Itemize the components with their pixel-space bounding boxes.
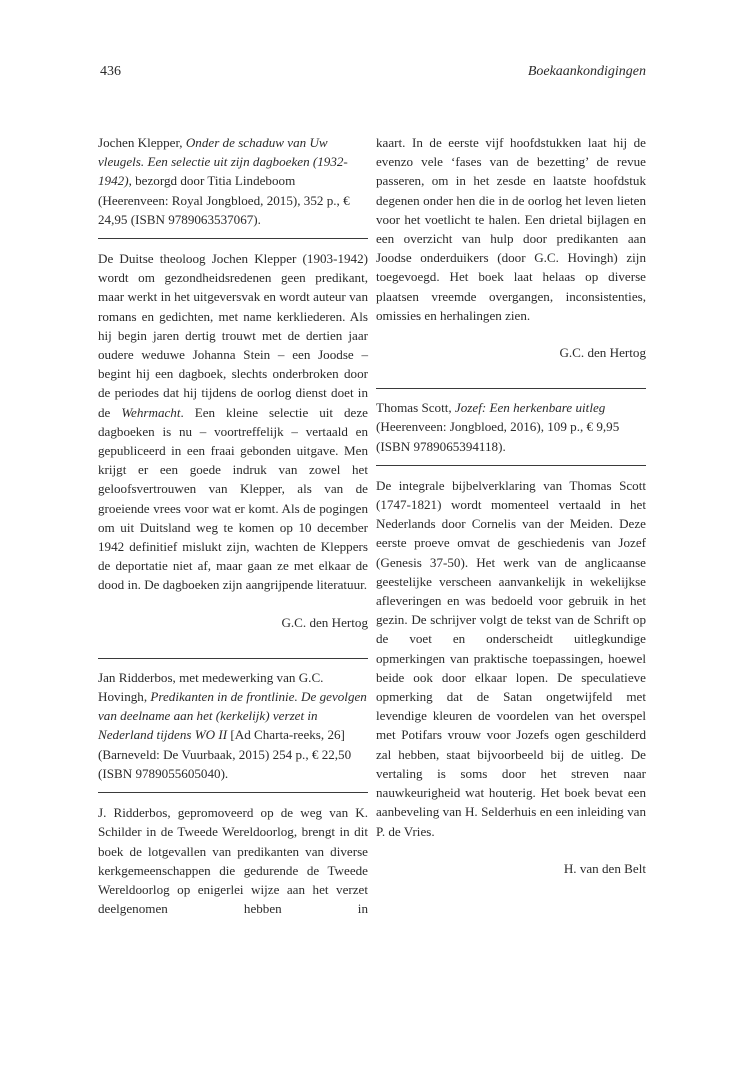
review-1-signature: G.C. den Hertog — [281, 614, 368, 630]
review-3-details: (Heerenveen: Jongbloed, 2016), 109 p., € 9,95 (ISBN 9789065394118). — [376, 419, 620, 454]
review-1-title: Onder de schaduw van Uw vleugels. Een selectie uit zijn dagboeken (1932-1942) — [98, 135, 348, 189]
divider — [98, 658, 368, 659]
review-3-title: Jozef: Een herkenbare uitleg — [454, 400, 606, 416]
left-column — [98, 133, 368, 918]
review-2-title: Predikanten in de frontlinie. De gevolgen van deelname aan het (kerkelijk) verzet in Nederland tijdens WO II — [98, 689, 367, 743]
review-3-author: Thomas Scott, — [376, 400, 455, 416]
review-2-body-left: J. Ridderbos, gepromoveerd op de weg van K. Schilder in de Tweede Wereldoorlog, brengt in dit boek de lotgevallen van predikanten van diverse kerkgemeenschappen die gedurende de Tweede Wereldoorlog op enigerlei wijze aan het verzet deelgenomen hebben in — [98, 805, 368, 917]
divider — [376, 388, 646, 389]
review-2-signature: G.C. den Hertog — [559, 345, 646, 361]
review-1-bibliography — [98, 133, 368, 229]
page-header — [100, 64, 646, 80]
review-2-body-right: kaart. In de eerste vijf hoofdstukken laat hij de evenzo vele ‘fases van de bezetting’ de revue passeren, om in het zesde en laatste hoofdstuk degenen onder hen die in de oorlog het leven lieten voor het voetlicht te halen. Een drietal bijlagen en een overzicht van hulp door predikanten aan Joodse onderduikers (door G.C. Hovingh) zijn toegevoegd. Het boek laat helaas op diverse plaatsen vreemde overgangen, inconsistenties, omissies en herhalingen zien. — [376, 135, 646, 323]
page-number: 436 — [100, 64, 121, 79]
review-1-body: De Duitse theoloog Jochen Klepper (1903-1942) wordt om gezondheidsredenen geen predikant, maar werkt in het uitgeversvak en wordt auteur van romans en gedichten, met name kerkliederen. Als hij begin jaren dertig trouwt met de dertien jaar oudere weduwe Johanna Stein – een Joodse – begint hij een dagboek, slechts onderbroken door de periodes dat hij tijdens de oorlog dienst doet in de Wehrmacht. Een kleine selectie uit deze dagboeken is nu – voortreffelijk – vertaald en gepubliceerd in een fraai gebonden uitgave. Men krijgt er een goede indruk van zowel het geloofsvertrouwen van Klepper, als van de groeiende vrees voor wat er komt. Als de pogingen om uit Duitsland weg te komen op 10 december 1942 definitief mislukt zijn, wachten de Kleppers de deportatie niet af, maar gaan ze met elkaar de dood in. De dagboeken zijn aangrijpende literatuur. — [98, 251, 368, 593]
review-3-bibliography — [376, 398, 646, 456]
divider — [98, 792, 368, 793]
review-1-author: Jochen Klepper, — [98, 135, 186, 150]
right-column — [376, 133, 646, 878]
review-1-body-italic: Wehrmacht — [121, 404, 181, 420]
running-title: Boekaankondigingen — [527, 64, 646, 79]
review-3-signature: H. van den Belt — [563, 860, 646, 876]
divider — [98, 238, 368, 239]
review-3-body: De integrale bijbelverklaring van Thomas Scott (1747-1821) wordt momenteel vertaald in het Nederlands door Cornelis van der Meiden. Deze eerste proeve omvat de geschiedenis van Jozef (Genesis 37-50). Het werk van de anglicaanse geestelijke verscheen aanvankelijk in wekelijkse afleveringen en was bedoeld voor gebruik in het gezin. De schrijver volgt de tekst van de Schrift op de voet en onderscheidt uitlegkundige opmerkingen van praktische toepassingen, hoewel beide ook door elkaar lopen. De speculatieve opmerking dat de Satan ongetwijfeld met levendige kleuren de voordelen van het overspel met Potifars vrouw voor Jozefs ogen geschilderd zal hebben, staat bijvoorbeeld bij de uitleg. De vertaling is soms door het streven naar nauwkeurigheid wat houterig. Het boek bevat een aanbeveling van H. Selderhuis en een inleiding van P. de Vries. — [376, 477, 646, 839]
review-2-bibliography — [98, 668, 368, 783]
review-1-details: , bezorgd door Titia Lindeboom (Heerenveen: Royal Jongbloed, 2015), 352 p., € 24,95 (ISBN 9789063537067). — [98, 173, 350, 227]
review-2-author: Jan Ridderbos, met medewerking van G.C. Hovingh, — [98, 669, 324, 705]
review-2-details: [Ad Charta-reeks, 26] (Barneveld: De Vuurbaak, 2015) 254 p., € 22,50 (ISBN 9789055605040). — [98, 727, 352, 781]
divider — [376, 465, 646, 466]
